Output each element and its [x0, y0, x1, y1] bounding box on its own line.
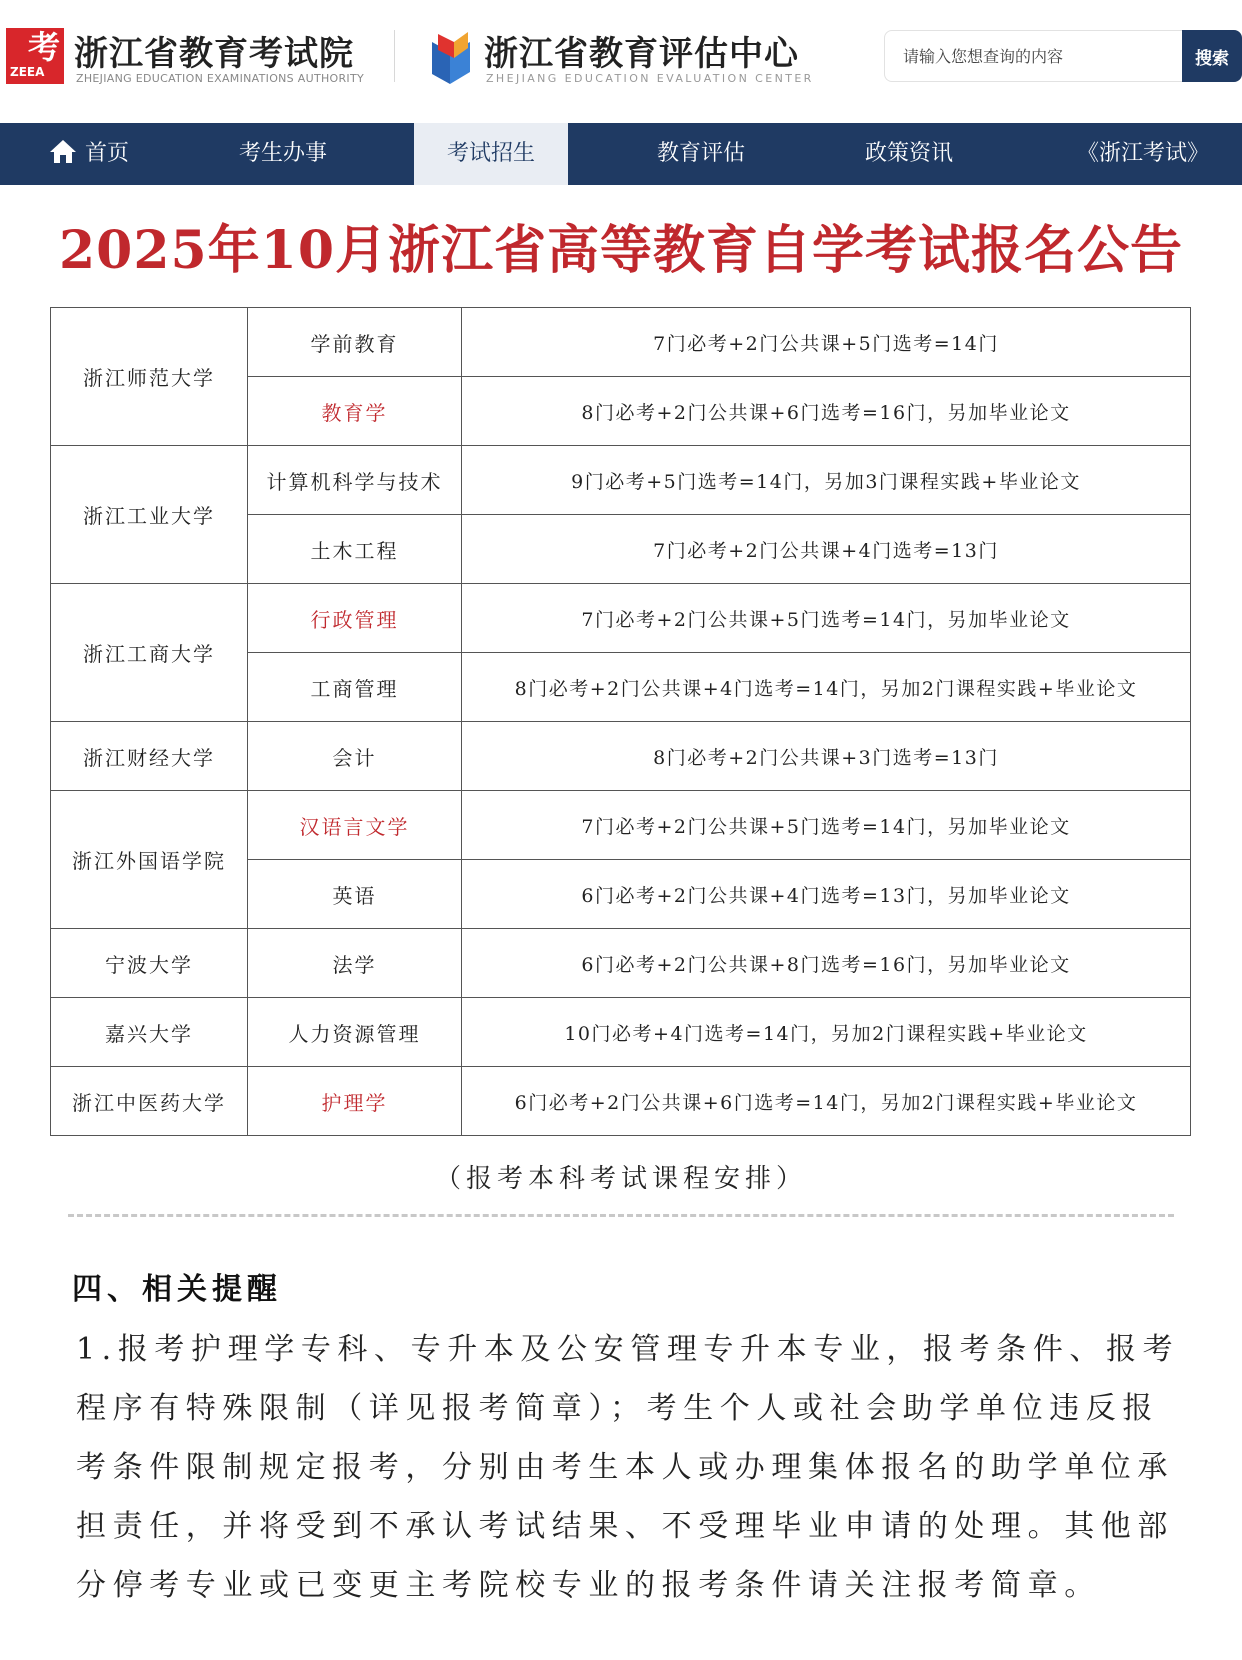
dashed-divider — [68, 1214, 1174, 1217]
plan-cell: 7门必考+2门公共课+5门选考=14门，另加毕业论文 — [462, 791, 1191, 860]
svg-text:考: 考 — [27, 28, 61, 66]
table-row — [51, 998, 1191, 1067]
school-cell: 浙江外国语学院 — [51, 791, 248, 929]
section-heading: 四、相关提醒 — [72, 1272, 282, 1307]
paragraph-line: 程序有特殊限制（详见报考简章）；考生个人或社会助学单位违反报 — [76, 1391, 1159, 1426]
school-cell: 浙江工商大学 — [51, 584, 248, 722]
nav-item-education-evaluation[interactable]: 教育评估 — [656, 141, 745, 166]
school-cell: 宁波大学 — [51, 929, 248, 998]
table-row — [51, 308, 1191, 377]
major-cell: 土木工程 — [248, 515, 462, 584]
home-icon — [49, 137, 77, 165]
plan-cell: 6门必考+2门公共课+8门选考=16门，另加毕业论文 — [462, 929, 1191, 998]
plan-cell: 9门必考+5门选考=14门，另加3门课程实践+毕业论文 — [462, 446, 1191, 515]
table-row — [51, 584, 1191, 653]
paragraph-line: 考条件限制规定报考，分别由考生本人或办理集体报名的助学单位承 — [76, 1450, 1174, 1485]
school-cell: 嘉兴大学 — [51, 998, 248, 1067]
major-cell: 计算机科学与技术 — [248, 446, 462, 515]
nav-item-exam-enrollment[interactable]: 考试招生 — [414, 123, 568, 185]
major-cell: 行政管理 — [248, 584, 462, 653]
major-cell: 教育学 — [248, 377, 462, 446]
table-caption: （报考本科考试课程安排） — [434, 1164, 807, 1194]
site-header — [0, 0, 1242, 123]
plan-cell: 7门必考+2门公共课+5门选考=14门 — [462, 308, 1191, 377]
search-bar — [884, 30, 1242, 82]
nav-item-zhejiang-exam-journal[interactable]: 《浙江考试》 — [1076, 141, 1209, 166]
reminder-paragraph — [76, 1320, 1180, 1615]
page-title: 2025年10月浙江省高等教育自学考试报名公告 — [58, 220, 1184, 281]
main-nav — [0, 123, 1242, 185]
table-row — [51, 722, 1191, 791]
major-cell: 会计 — [248, 722, 462, 791]
nav-item-candidate-services[interactable]: 考生办事 — [238, 141, 327, 166]
school-cell: 浙江中医药大学 — [51, 1067, 248, 1136]
zeea-logo-icon[interactable] — [6, 28, 64, 84]
paragraph-line: 担责任，并将受到不承认考试结果、不受理毕业申请的处理。其他部 — [76, 1509, 1174, 1544]
svg-text:ZEEA: ZEEA — [10, 65, 45, 79]
header-divider — [394, 30, 395, 82]
nav-item-label: 首页 — [84, 141, 129, 166]
major-cell: 护理学 — [248, 1067, 462, 1136]
table-row — [51, 929, 1191, 998]
table-row — [51, 446, 1191, 515]
plan-cell: 10门必考+4门选考=14门，另加2门课程实践+毕业论文 — [462, 998, 1191, 1067]
evaluation-center-subtitle: ZHEJIANG EDUCATION EVALUATION CENTER — [486, 72, 814, 85]
major-cell: 工商管理 — [248, 653, 462, 722]
major-cell: 法学 — [248, 929, 462, 998]
zeea-subtitle: ZHEJIANG EDUCATION EXAMINATIONS AUTHORITY — [76, 72, 365, 85]
plan-cell: 8门必考+2门公共课+4门选考=14门，另加2门课程实践+毕业论文 — [462, 653, 1191, 722]
paragraph-line: 分停考专业或已变更主考院校专业的报考条件请关注报考简章。 — [76, 1568, 1101, 1603]
table-row — [51, 791, 1191, 860]
zeea-title[interactable]: 浙江省教育考试院 — [74, 34, 354, 74]
evaluation-center-title[interactable]: 浙江省教育评估中心 — [484, 34, 799, 74]
major-cell: 英语 — [248, 860, 462, 929]
major-cell: 学前教育 — [248, 308, 462, 377]
plan-cell: 7门必考+2门公共课+4门选考=13门 — [462, 515, 1191, 584]
evaluation-center-logo-icon[interactable] — [428, 28, 474, 86]
nav-item-policy-news[interactable]: 政策资讯 — [864, 141, 953, 166]
paragraph-line: 1.报考护理学专科、专升本及公安管理专升本专业，报考条件、报考 — [76, 1332, 1180, 1367]
major-cell: 人力资源管理 — [248, 998, 462, 1067]
plan-cell: 6门必考+2门公共课+6门选考=14门，另加2门课程实践+毕业论文 — [462, 1067, 1191, 1136]
plan-cell: 8门必考+2门公共课+6门选考=16门，另加毕业论文 — [462, 377, 1191, 446]
school-cell: 浙江财经大学 — [51, 722, 248, 791]
major-cell: 汉语言文学 — [248, 791, 462, 860]
school-cell: 浙江师范大学 — [51, 308, 248, 446]
nav-item-home[interactable] — [0, 123, 178, 185]
course-schedule-table — [50, 307, 1191, 1136]
plan-cell: 6门必考+2门公共课+4门选考=13门，另加毕业论文 — [462, 860, 1191, 929]
search-button[interactable]: 搜索 — [1182, 30, 1242, 82]
plan-cell: 7门必考+2门公共课+5门选考=14门，另加毕业论文 — [462, 584, 1191, 653]
school-cell: 浙江工业大学 — [51, 446, 248, 584]
plan-cell: 8门必考+2门公共课+3门选考=13门 — [462, 722, 1191, 791]
search-input[interactable] — [884, 30, 1182, 82]
table-row — [51, 1067, 1191, 1136]
